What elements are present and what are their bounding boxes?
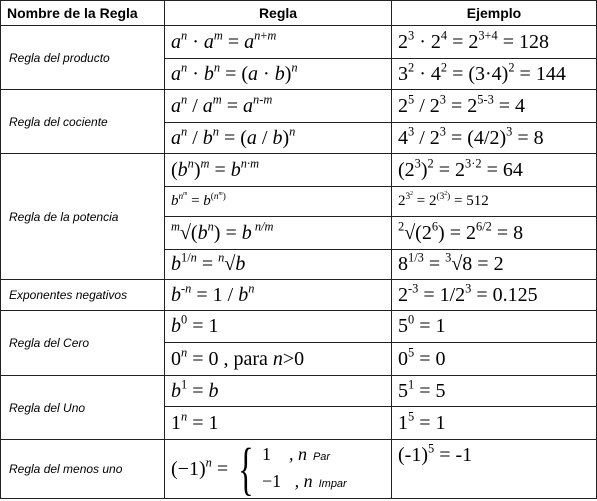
rule-name: Regla del producto bbox=[1, 26, 165, 90]
case-impar: −1 , n Impar bbox=[261, 471, 347, 491]
rules-body bbox=[1, 26, 597, 499]
rule-formula: $b^{1/n} = ^n√b$ bbox=[165, 250, 392, 280]
rule-formula: $b^{n^m} = b^{(n^m)}$ bbox=[165, 187, 392, 217]
rule-example: $4^3 / 2^3 = (4/2)^3 = 8$ bbox=[392, 123, 597, 154]
table-row bbox=[1, 376, 597, 407]
rule-formula: $a^n \cdot b^n = (a \cdot b)^n$ bbox=[165, 59, 392, 90]
header-rule-name: Nombre de la Regla bbox=[1, 1, 165, 26]
header-rule: Regla bbox=[165, 1, 392, 26]
table-row bbox=[1, 26, 597, 59]
rule-formula: $0^n = 0$ , para n>0 bbox=[165, 343, 392, 376]
rule-example: $3^2 \cdot 4^2 = (3\cdot 4)^2 = 144$ bbox=[392, 59, 597, 90]
rule-example: $0^5 = 0$ bbox=[392, 343, 597, 376]
rule-name: Exponentes negativos bbox=[1, 280, 165, 311]
header-example: Ejemplo bbox=[392, 1, 597, 26]
rule-formula: $a^n / a^m = a^{n-m}$ bbox=[165, 90, 392, 123]
rule-example: $2^3 \cdot 2^4 = 2^{3+4} = 128$ bbox=[392, 26, 597, 59]
rule-example: $2^{-3} = 1/2^3 = 0.125$ bbox=[392, 280, 597, 311]
rule-example: $2^5 / 2^3 = 2^{5-3} = 4$ bbox=[392, 90, 597, 123]
rule-formula-piecewise bbox=[165, 436, 392, 501]
rule-name: Regla del menos uno bbox=[1, 440, 165, 499]
header-row bbox=[1, 1, 597, 26]
rule-formula: $^m√(b^n) = b$ $^{n/m}$ bbox=[165, 217, 392, 250]
rule-example: $5^0 = 1$ bbox=[392, 311, 597, 343]
rule-example: $1^5 = 1$ bbox=[392, 407, 597, 440]
table-row bbox=[1, 154, 597, 187]
rule-formula: $(b^n)^m = b^{n\cdot m}$ bbox=[165, 154, 392, 187]
rule-formula: $b^{-n} = 1 / b^n$ bbox=[165, 280, 392, 311]
rule-name: Regla del Uno bbox=[1, 376, 165, 440]
rule-example: $^2√(2^6) = 2^{6/2} = 8$ bbox=[392, 217, 597, 250]
rule-name: Regla del cociente bbox=[1, 90, 165, 154]
rule-formula: $a^n \cdot a^m = a^{n+m}$ bbox=[165, 26, 392, 59]
rule-example: $2^{3^2} = 2^{(3^2)} = 512$ bbox=[392, 187, 597, 217]
rule-name: Regla del Cero bbox=[1, 311, 165, 376]
rule-example: $8^{1/3} = ^3√8 = 2$ bbox=[392, 250, 597, 280]
rule-formula: $a^n / b^n = (a / b)^n$ bbox=[165, 123, 392, 154]
rule-example: $(2^3)^2 = 2^{3\cdot 2} = 64$ bbox=[392, 154, 597, 187]
rule-example: $(-1)^5 = -1$ bbox=[392, 440, 597, 499]
piecewise-cases bbox=[262, 442, 347, 496]
table-row bbox=[1, 280, 597, 311]
table-row bbox=[1, 440, 597, 499]
rule-formula: $b^1 = b$ bbox=[165, 376, 392, 407]
table-row bbox=[1, 90, 597, 123]
rule-formula: $b^0 = 1$ bbox=[165, 311, 392, 343]
table-row bbox=[1, 311, 597, 343]
rule-example: $5^1 = 5$ bbox=[392, 376, 597, 407]
rule-formula: $1^n = 1$ bbox=[165, 407, 392, 440]
brace-symbol: { bbox=[238, 436, 254, 501]
piecewise-lhs: $(-1)^n$ = bbox=[171, 454, 229, 480]
rule-name: Regla de la potencia bbox=[1, 154, 165, 280]
case-par: 1 , n Par bbox=[261, 444, 331, 464]
